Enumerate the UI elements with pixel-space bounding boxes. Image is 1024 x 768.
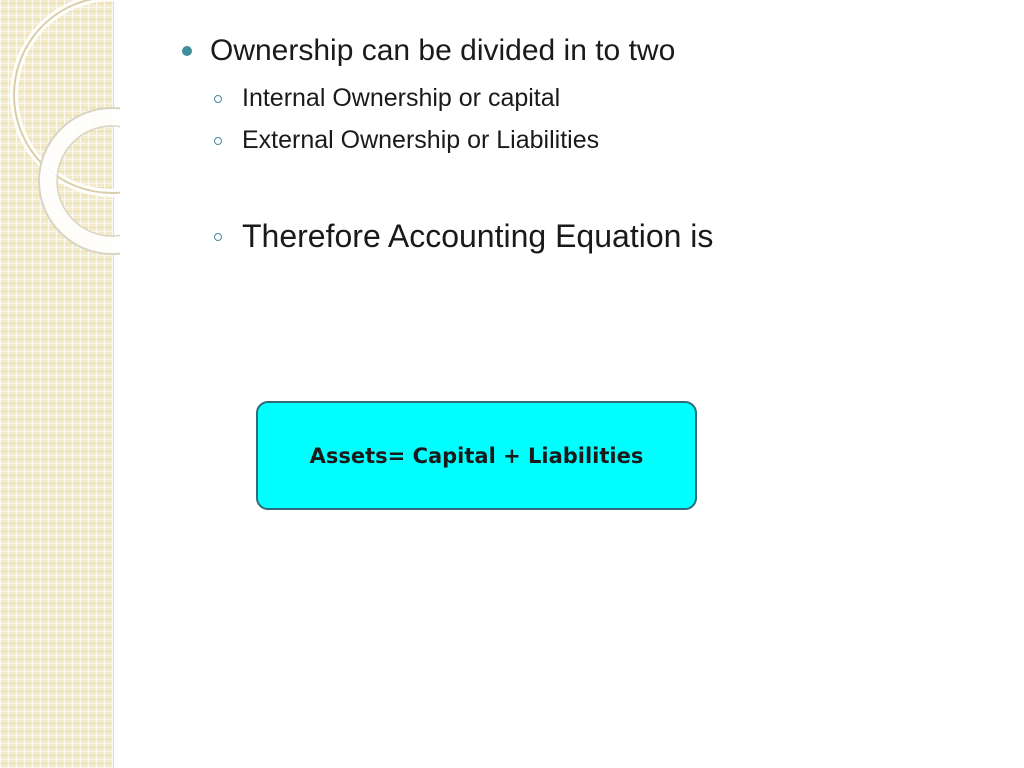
filled-circle-bullet-icon xyxy=(182,46,192,56)
sub-bullet-item-therefore xyxy=(214,218,713,255)
sub-bullet-item-internal xyxy=(214,84,560,113)
hollow-circle-bullet-icon xyxy=(214,233,222,241)
accounting-equation-box xyxy=(256,401,697,510)
sub-bullet-item-external xyxy=(214,126,599,155)
accounting-equation-text: Assets= Capital + Liabilities xyxy=(309,443,644,468)
sub-bullet-text: Internal Ownership or capital xyxy=(242,84,561,112)
hollow-circle-bullet-icon xyxy=(214,95,222,103)
main-bullet-item xyxy=(182,34,675,68)
sub-bullet-text: Therefore Accounting Equation is xyxy=(242,218,714,254)
sub-bullet-text: External Ownership or Liabilities xyxy=(242,126,600,154)
main-bullet-text: Ownership can be divided in to two xyxy=(210,34,676,67)
hollow-circle-bullet-icon xyxy=(214,137,222,145)
